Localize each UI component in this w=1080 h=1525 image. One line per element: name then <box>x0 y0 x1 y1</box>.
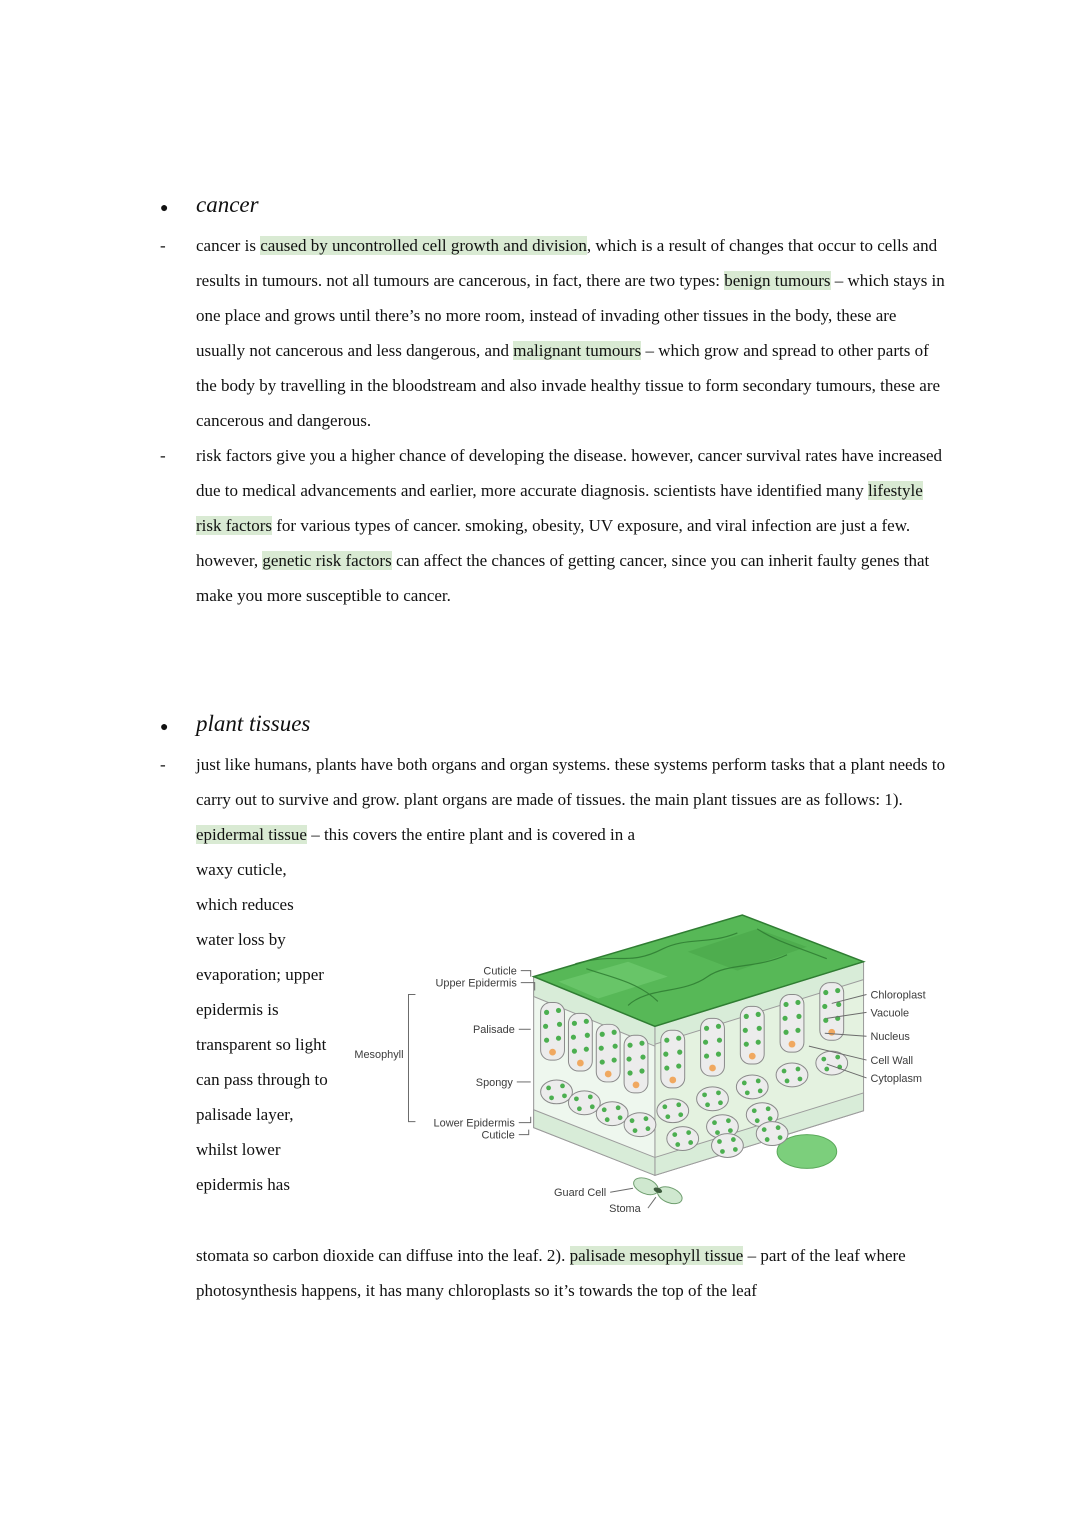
text-run: just like humans, plants have both organs and organ systems. these systems perform tasks that a plant needs to carry out to survive and grow. plant organs are made of tissues. the main plant tissues are as follows: 1). <box>196 755 946 809</box>
highlighted-text: epidermal tissue <box>196 825 307 844</box>
text-run: for various types of cancer. smoking, obesity, UV exposure, and viral infection are just a few. however, <box>196 516 911 570</box>
cancer-item-1-body <box>196 228 946 438</box>
document-content <box>160 192 946 1308</box>
label-chloroplast: Chloroplast <box>870 989 926 1002</box>
highlighted-text: malignant tumours <box>513 341 642 360</box>
text-run: , which is a result of changes that occur to cells and results in tumours. not all tumours are cancerous, in fact, there are two types: <box>196 236 938 290</box>
highlighted-text: caused by uncontrolled cell growth and division <box>260 236 587 255</box>
bullet-icon: ● <box>160 201 169 216</box>
wrapped-text-column <box>196 852 330 1202</box>
dash-marker: - <box>160 236 166 255</box>
cancer-paragraph-2 <box>196 438 946 613</box>
label-lower-epidermis: Lower Epidermis <box>433 1117 515 1130</box>
text-run: risk factors give you a higher chance of developing the disease. however, cancer survival rates have increased due to medical advancements and earlier, more accurate diagnosis. scientists have identified many <box>196 446 943 500</box>
plant-tissues-heading: plant tissues <box>196 711 311 736</box>
plant-heading-row <box>160 711 946 737</box>
label-palisade: Palisade <box>472 1024 515 1037</box>
highlighted-text: palisade mesophyll tissue <box>569 1246 744 1265</box>
dash-marker: - <box>160 755 166 774</box>
label-upper-epidermis: Upper Epidermis <box>435 977 517 990</box>
label-spongy: Spongy <box>475 1076 513 1089</box>
text-run: – which grow and spread to other parts of the body by travelling in the bloodstream and also invade healthy tissue to form secondary tumours, these are cancerous and dangerous. <box>196 341 941 430</box>
diagram-left-labels <box>354 966 534 1142</box>
cancer-item-1 <box>160 228 946 438</box>
label-cell-wall: Cell Wall <box>870 1055 914 1068</box>
cancer-heading-row <box>160 192 946 218</box>
text-run: stomata so carbon dioxide can diffuse into the leaf. 2). <box>196 1246 570 1265</box>
plant-paragraph-after <box>196 1238 946 1308</box>
text-run: can affect the chances of getting cancer, since you can inherit faulty genes that make you more susceptible to cancer. <box>196 551 930 605</box>
highlighted-text: benign tumours <box>724 271 831 290</box>
label-cuticle-top: Cuticle <box>483 965 517 978</box>
label-cuticle-bottom: Cuticle <box>481 1129 515 1142</box>
text-image-wrap-row <box>196 852 946 1238</box>
highlighted-text: lifestyle risk factors <box>196 481 923 535</box>
plant-item-1-body <box>196 747 946 1308</box>
cancer-paragraph-1 <box>196 228 946 438</box>
cancer-heading: cancer <box>196 192 259 217</box>
section-plant-tissues <box>160 711 946 1308</box>
label-mesophyll: Mesophyll <box>354 1049 404 1062</box>
leaf-tissue-diagram <box>330 906 946 1238</box>
label-stoma: Stoma <box>609 1203 641 1216</box>
text-run: – this covers the entire plant and is covered in a <box>306 825 636 844</box>
dash-marker: - <box>160 446 166 465</box>
plant-paragraph-wrapped: waxy cuticle, which reduces water loss by evaporation; upper epidermis is transparent so light can pass through to palisade layer, whilst lower epidermis has <box>196 860 328 1194</box>
section-cancer <box>160 192 946 613</box>
highlighted-text: genetic risk factors <box>262 551 392 570</box>
text-run: – which stays in one place and grows until there’s no more room, instead of invading other tissues in the body, these are usually not cancerous and less dangerous, and <box>196 271 945 360</box>
label-nucleus: Nucleus <box>870 1031 910 1044</box>
cancer-item-2-body <box>196 438 946 613</box>
label-vacuole: Vacuole <box>870 1007 910 1020</box>
bullet-icon: ● <box>160 720 169 735</box>
label-cytoplasm: Cytoplasm <box>870 1072 923 1085</box>
label-guard-cell: Guard Cell <box>554 1187 607 1200</box>
plant-item-1 <box>160 747 946 1308</box>
text-run: cancer is <box>196 236 261 255</box>
text-run: – part of the leaf where photosynthesis happens, it has many chloroplasts so it’s towards the top of the leaf <box>196 1246 906 1300</box>
plant-paragraph-intro <box>196 747 946 852</box>
cancer-item-2 <box>160 438 946 613</box>
leaf-diagram-figure <box>330 906 946 1238</box>
